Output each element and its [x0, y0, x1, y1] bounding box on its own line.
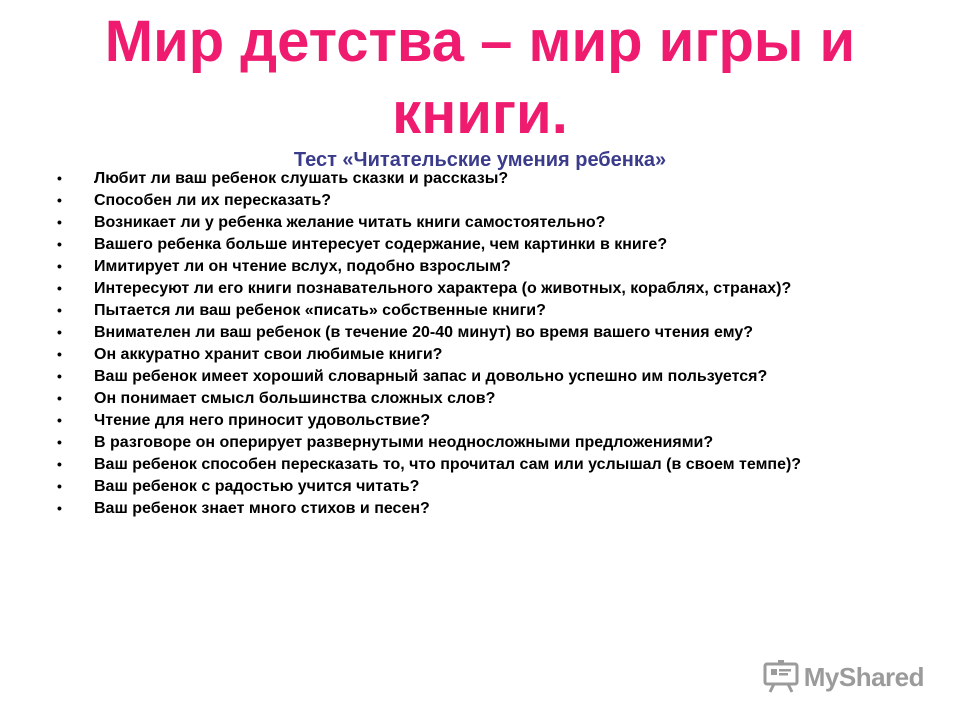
list-item [57, 346, 907, 364]
watermark-text: MyShared [803, 661, 924, 692]
bullet-icon: • [57, 258, 62, 274]
question-text: Он понимает смысл большинства сложных слов? [94, 390, 496, 407]
list-item [57, 368, 907, 386]
question-text: Ваш ребенок знает много стихов и песен? [94, 500, 430, 517]
question-text: Он аккуратно хранит свои любимые книги? [94, 346, 443, 363]
list-item [57, 500, 907, 518]
list-item [57, 478, 907, 496]
bullet-icon: • [57, 412, 62, 428]
list-item [57, 456, 907, 474]
bullet-icon: • [57, 456, 62, 472]
question-text: Чтение для него приносит удовольствие? [94, 412, 431, 429]
bullet-icon: • [57, 390, 62, 406]
list-item [57, 236, 907, 254]
bullet-icon: • [57, 346, 62, 362]
question-text: Интересуют ли его книги познавательного характера (о животных, кораблях, странах)? [94, 280, 792, 297]
bullet-icon: • [57, 236, 62, 252]
bullet-icon: • [57, 324, 62, 340]
list-item [57, 214, 907, 232]
bullet-icon: • [57, 500, 62, 516]
list-item [57, 324, 907, 342]
watermark [762, 660, 924, 694]
presentation-board-icon [762, 660, 800, 694]
question-text: Пытается ли ваш ребенок «писать» собственные книги? [94, 302, 546, 319]
list-item [57, 412, 907, 430]
list-item [57, 434, 907, 452]
list-item [57, 192, 907, 210]
question-text: Ваш ребенок с радостью учится читать? [94, 478, 420, 495]
bullet-icon: • [57, 478, 62, 494]
bullet-icon: • [57, 434, 62, 450]
question-text: Любит ли ваш ребенок слушать сказки и рассказы? [94, 170, 509, 187]
slide-subtitle: Тест «Читательские умения ребенка» [293, 149, 667, 171]
bullet-icon: • [57, 368, 62, 384]
list-item [57, 170, 907, 188]
slide-title [0, 6, 960, 150]
list-item [57, 390, 907, 408]
title-line-1: Мир детства – мир игры и [104, 9, 856, 74]
title-line-2: книги. [392, 81, 568, 146]
question-text: Способен ли их пересказать? [94, 192, 332, 209]
bullet-icon: • [57, 214, 62, 230]
question-text: Возникает ли у ребенка желание читать книги самостоятельно? [94, 214, 606, 231]
bullet-icon: • [57, 280, 62, 296]
question-text: В разговоре он оперирует развернутыми неодносложными предложениями? [94, 434, 714, 451]
bullet-icon: • [57, 170, 62, 186]
question-text: Ваш ребенок имеет хороший словарный запас и довольно успешно им пользуется? [94, 368, 768, 385]
question-text: Внимателен ли ваш ребенок (в течение 20-40 минут) во время вашего чтения ему? [94, 324, 754, 341]
question-text: Вашего ребенка больше интересует содержание, чем картинки в книге? [94, 236, 668, 253]
list-item [57, 280, 907, 298]
question-list [57, 170, 907, 522]
bullet-icon: • [57, 302, 62, 318]
list-item [57, 302, 907, 320]
question-text: Ваш ребенок способен пересказать то, что прочитал сам или услышал (в своем темпе)? [94, 456, 802, 473]
question-text: Имитирует ли он чтение вслух, подобно взрослым? [94, 258, 511, 275]
bullet-icon: • [57, 192, 62, 208]
list-item [57, 258, 907, 276]
